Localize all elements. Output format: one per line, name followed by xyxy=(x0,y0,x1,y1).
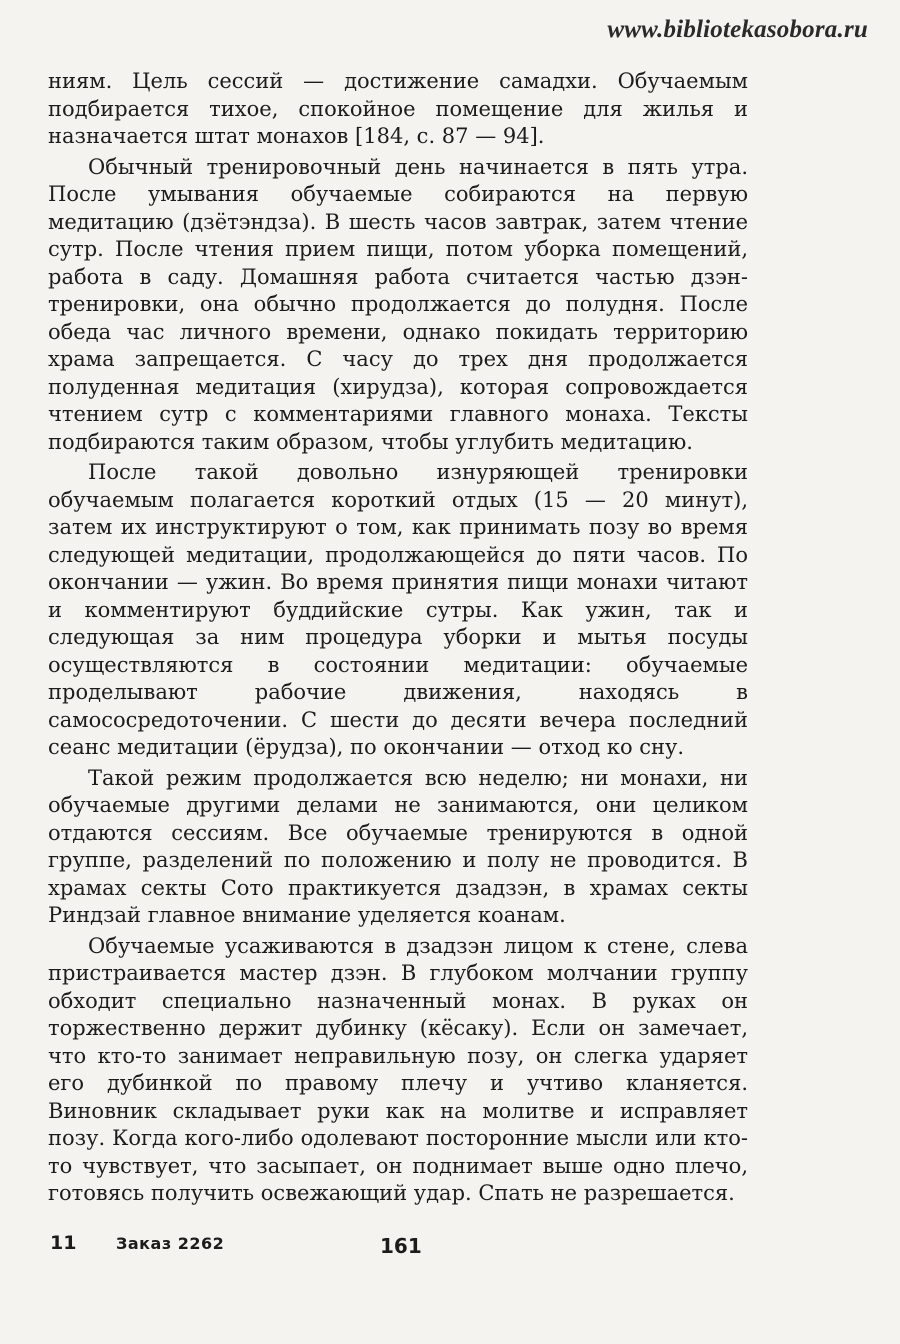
paragraph-weekly-regime: Такой режим продолжается всю неделю; ни монахи, ни обучаемые другими делами не занимаются, они целиком отдаются сессиям. Все обучаемые тренируются в одной группе, разделений по положению и полу не проводится. В храмах секты Сото практикуется дзадзэн, в храмах секты Риндзай главное внимание уделяется коанам. xyxy=(48,765,748,927)
paragraph-evening-routine: После такой довольно изнуряющей тренировки обучаемым полагается короткий отдых (15 — 20 минут), затем их инструктируют о том, как принимать позу во время следующей медитации, продолжающейся до пяти часов. По окончании — ужин. Во время принятия пищи монахи читают и комментируют буддийские сутры. Как ужин, так и следующая за ним процедура уборки и мытья посуды осуществляются в состоянии медитации: обучаемые проделывают рабочие движения, находясь в самососредоточении. С шести до десяти вечера последний сеанс медитации (ёрудза), по окончании — отход ко сну. xyxy=(48,460,748,759)
paragraph-daily-schedule: Обычный тренировочный день начинается в пять утра. После умывания обучаемые собираются на первую медитацию (дзётэндза). В шесть часов завтрак, затем чтение сутр. После чтения прием пищи, потом уборка помещений, работа в саду. Домашняя работа считается частью дзэн-тренировки, она обычно продолжается до полудня. После обеда час личного времени, однако покидать территорию храма запрещается. С часу до трех дня продолжается полуденная медитация (хирудза), которая сопровождается чтением сутр с комментариями главного монаха. Тексты подбираются таким образом, чтобы углубить медитацию. xyxy=(48,154,748,454)
paragraph-zazen-practice: Обучаемые усаживаются в дзадзэн лицом к стене, слева пристраивается мастер дзэн. В глубоком молчании группу обходит специально назначенный монах. В руках он торжественно держит дубинку (кёсаку). Если он замечает, что кто-то занимает неправильную позу, он слегка ударяет его дубинкой по правому плечу и учтиво кланяется. Виновник складывает руки как на молитве и исправляет позу. Когда кого-либо одолевают посторонние мысли или кто-то чувствует, что засыпает, он поднимает выше одно плечо, готовясь получить освежающий удар. Спать не разрешается. xyxy=(48,933,748,1205)
page-footer xyxy=(50,1232,750,1262)
paragraph-continuation: ниям. Цель сессий — достижение самадхи. Обучаемым подбирается тихое, спокойное помещение для жилья и назначается штат монахов [184, с. 87 — 94]. xyxy=(48,69,748,148)
print-order: Заказ 2262 xyxy=(116,1234,225,1253)
page-number: 161 xyxy=(380,1234,422,1258)
watermark-url: www.bibliotekasobora.ru xyxy=(607,16,868,43)
page-body xyxy=(48,68,748,1208)
signature-number: 11 xyxy=(50,1232,77,1254)
